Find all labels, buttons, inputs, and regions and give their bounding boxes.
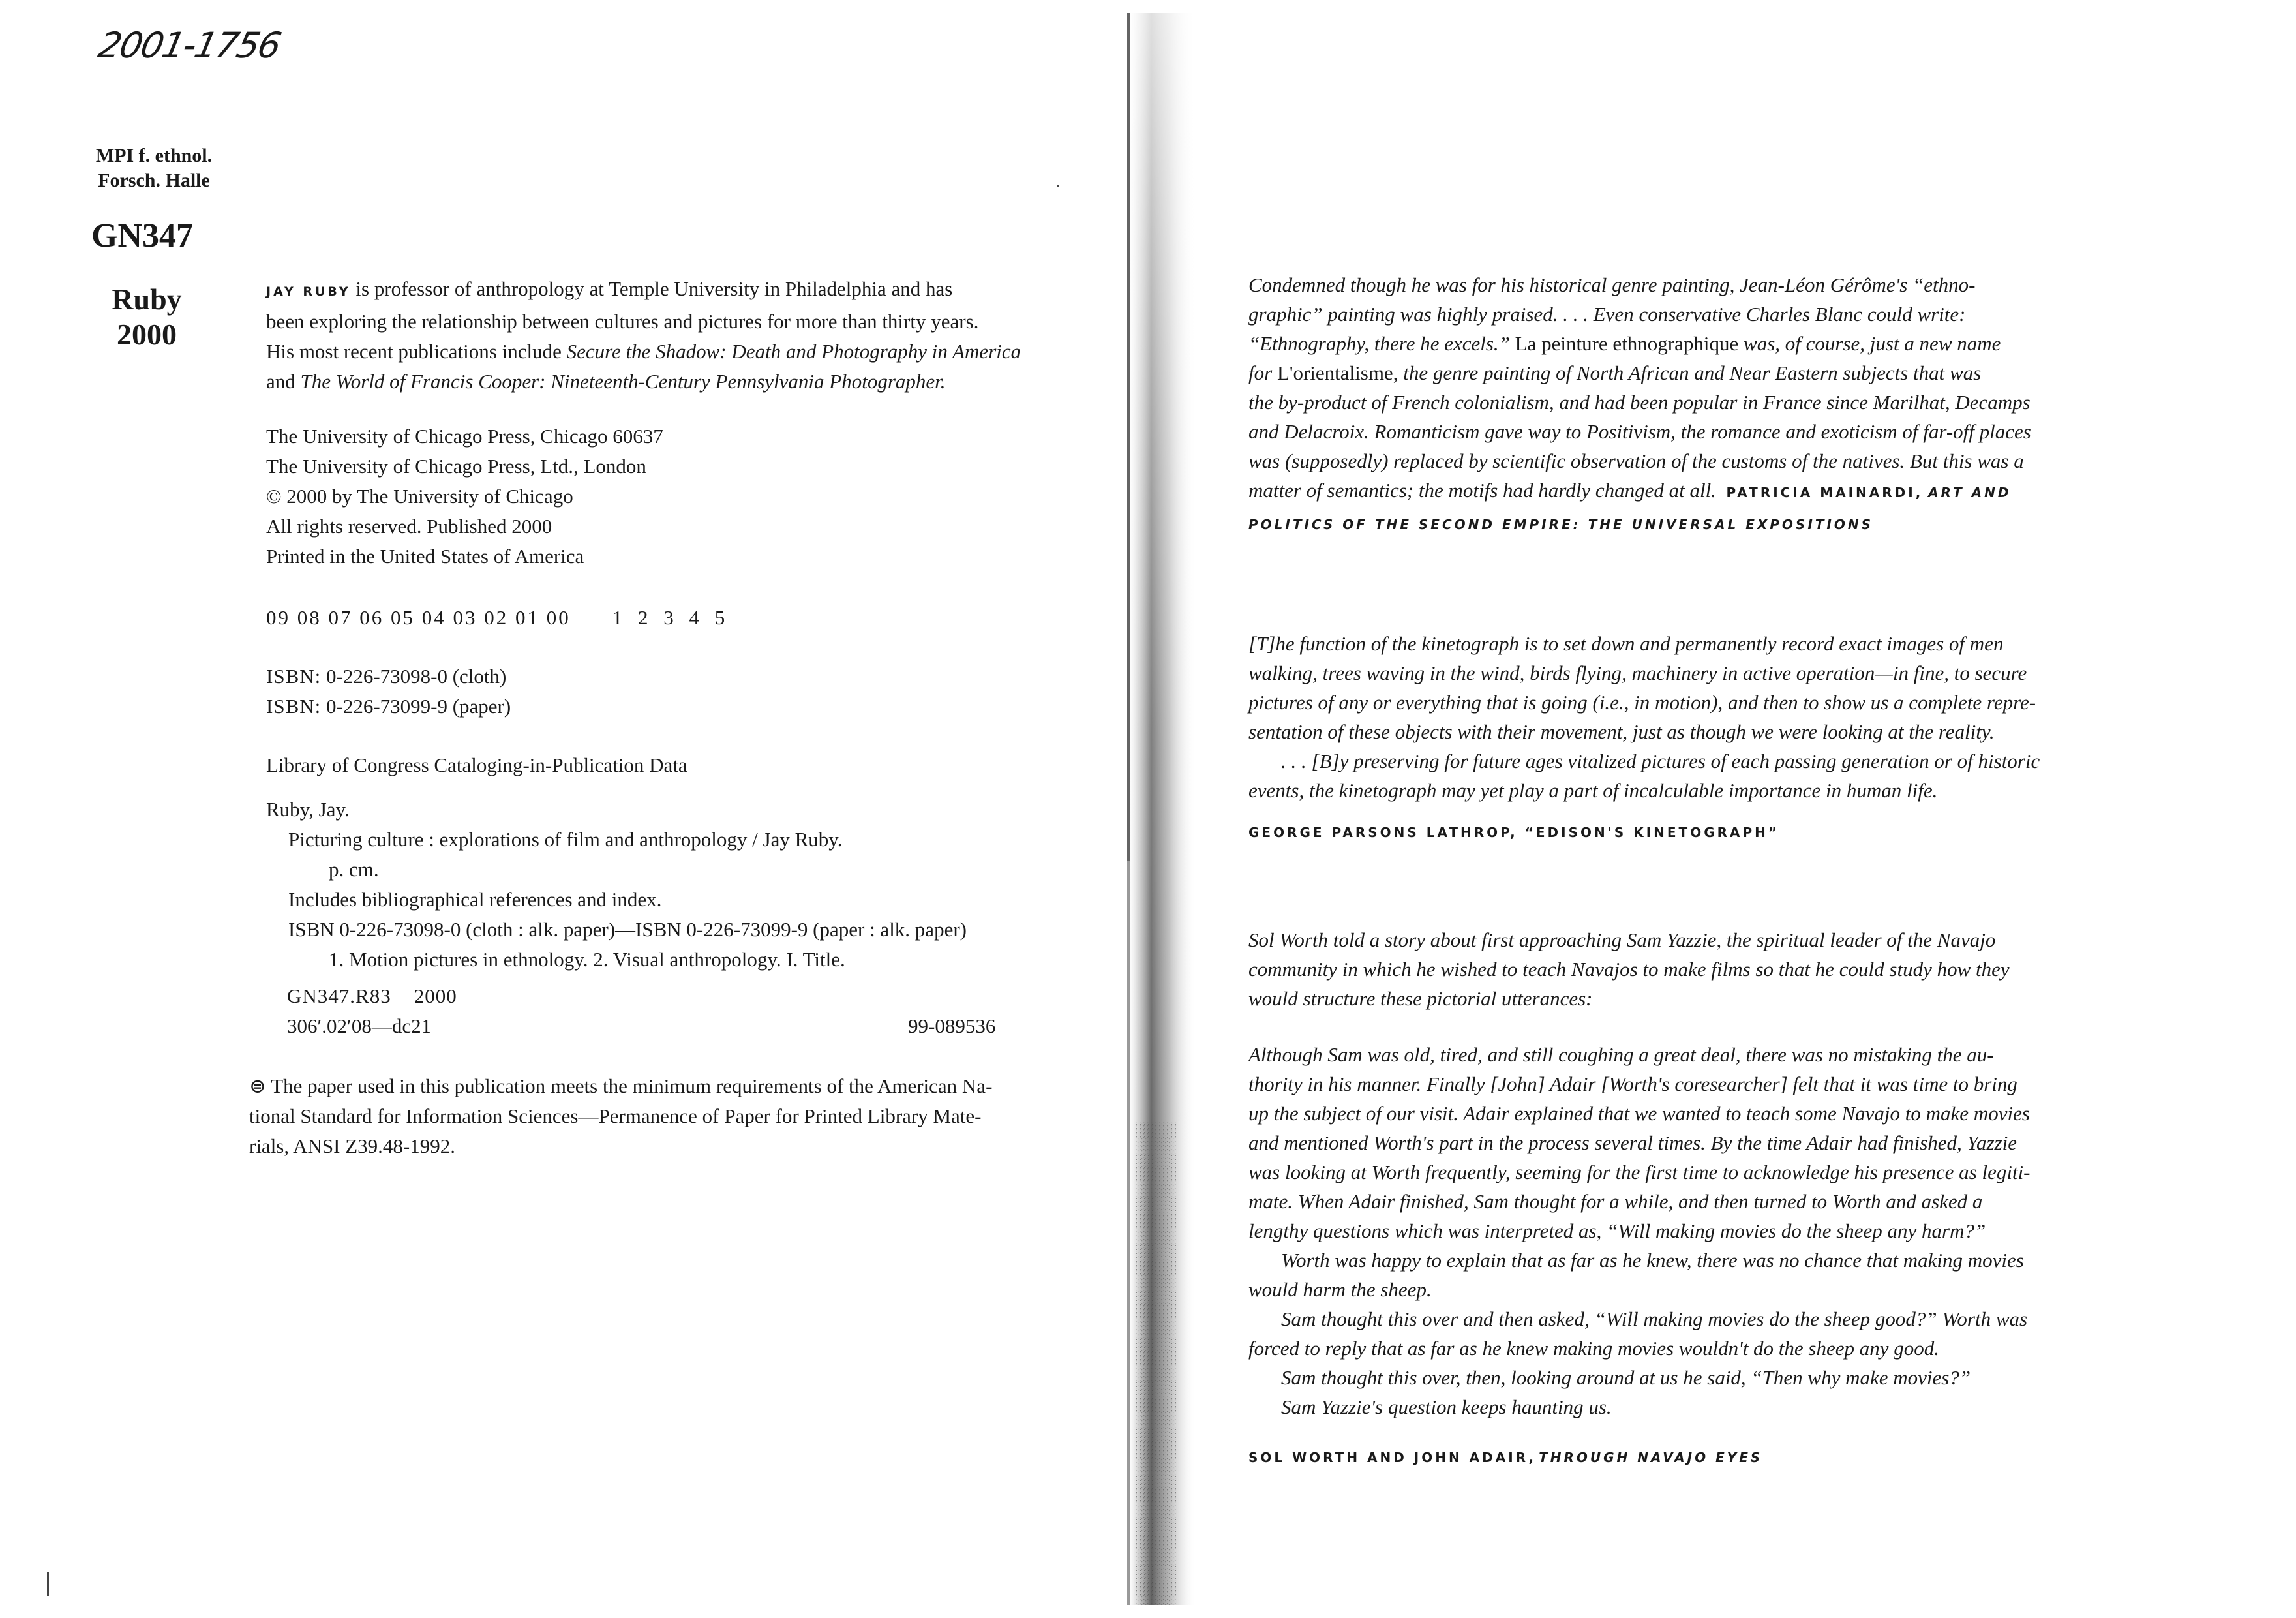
- isbn-value: 0-226-73098-0 (cloth): [321, 665, 507, 688]
- epigraph-mainardi: [1248, 270, 2031, 540]
- quote-line: would structure these pictorial utterances:: [1248, 987, 1593, 1010]
- quote-text: for: [1248, 361, 1277, 384]
- printing-line: [266, 603, 730, 633]
- paper-note-line: ⊜ The paper used in this publication meets the minimum requirements of the American Na-: [249, 1075, 993, 1097]
- quote-line: Although Sam was old, tired, and still coughing a great deal, there was no mistaking the au-: [1248, 1043, 1994, 1066]
- call-number: GN347: [91, 217, 193, 254]
- quote-line: lengthy questions which was interpreted as, “Will making movies do the sheep any harm?”: [1248, 1219, 1986, 1242]
- quote-roman-text: L'orientalisme,: [1276, 361, 1398, 384]
- quote-line: forced to reply that as far as he knew making movies wouldn't do the sheep any good.: [1248, 1337, 1940, 1360]
- quote-line: Condemned though he was for his historical genre painting, Jean-Léon Gérôme's “ethno-: [1248, 273, 1976, 296]
- dewey-classification: 306′.02′08—dc21: [287, 1015, 432, 1037]
- cip-title: Picturing culture : explorations of film and anthropology / Jay Ruby.: [288, 828, 843, 851]
- attribution-lathrop: GEORGE PARSONS LATHROP, “EDISON'S KINETOGRAPH”: [1248, 825, 1780, 840]
- scan-mark: [1057, 185, 1059, 187]
- bio-text: His most recent publications include: [266, 340, 567, 363]
- attribution-author: SOL WORTH AND JOHN ADAIR,: [1248, 1450, 1537, 1465]
- paper-note: [249, 1071, 1065, 1161]
- quote-line: Sam thought this over, then, looking around at us he said, “Then why make movies?”: [1281, 1366, 1971, 1389]
- quote-line: was (supposedly) replaced by scientific observation of the customs of the natives. But this was a: [1248, 450, 2024, 472]
- cip-subjects: 1. Motion pictures in ethnology. 2. Visual anthropology. I. Title.: [329, 948, 845, 971]
- quote-line: mate. When Adair finished, Sam thought for a while, and then turned to Worth and asked a: [1248, 1190, 1983, 1213]
- isbn-label: ISBN:: [266, 665, 322, 688]
- bio-text: and: [266, 370, 301, 393]
- quote-text: the genre painting of North African and Near Eastern subjects that was: [1398, 361, 1982, 384]
- quote-line: events, the kinetograph may yet play a part of incalculable importance in human life.: [1248, 779, 1938, 802]
- cip-author: Ruby, Jay.: [266, 798, 350, 821]
- quote-line: sentation of these objects with their movement, just as though we were looking at the reality.: [1248, 720, 1995, 743]
- worth-intro: [1248, 925, 2010, 1013]
- imprint-line: The University of Chicago Press, Chicago 60637: [266, 425, 663, 448]
- quote-line: Sam Yazzie's question keeps haunting us.: [1281, 1396, 1612, 1418]
- imprint-line: Printed in the United States of America: [266, 545, 584, 568]
- imprint-line: The University of Chicago Press, Ltd., London: [266, 455, 646, 478]
- paper-note-line: tional Standard for Information Sciences—Permanence of Paper for Printed Library Mate-: [249, 1105, 982, 1127]
- library-stamp-line: Forsch. Halle: [98, 170, 210, 191]
- lc-classification: GN347.R83 2000: [287, 985, 457, 1007]
- quote-line: and Delacroix. Romanticism gave way to Positivism, the romance and exoticism of far-off places: [1248, 420, 2031, 443]
- book-title: Secure the Shadow: Death and Photography in America: [566, 340, 1021, 363]
- handwritten-accession-note: 2001-1756: [95, 25, 284, 66]
- author-year-label: [98, 282, 196, 352]
- quote-line: Sam thought this over and then asked, “Will making movies do the sheep good?” Worth was: [1281, 1307, 2028, 1330]
- paper-note-line: rials, ANSI Z39.48-1992.: [249, 1135, 456, 1157]
- quote-line: Worth was happy to explain that as far as he knew, there was no chance that making movies: [1281, 1249, 2024, 1272]
- quote-line: Sol Worth told a story about first approaching Sam Yazzie, the spiritual leader of the Navajo: [1248, 928, 1996, 951]
- book-title: The World of Francis Cooper: Nineteenth-Century Pennsylvania Photographer.: [300, 370, 946, 393]
- quote-line: community in which he wished to teach Navajos to make films so that he could study how they: [1248, 958, 2010, 981]
- impression-numbers: 1 2 3 4 5: [612, 606, 731, 629]
- quote-text: “Ethnography, there he excels.”: [1248, 332, 1510, 355]
- year-label: 2000: [117, 318, 177, 351]
- imprint-line: All rights reserved. Published 2000: [266, 515, 552, 538]
- scan-mark: [47, 1572, 49, 1596]
- classification-block: [287, 981, 457, 1041]
- library-stamp-line: MPI f. ethnol.: [95, 145, 213, 166]
- cip-record: [266, 795, 967, 975]
- quote-line: was looking at Worth frequently, seeming for the first time to acknowledge his presence as legiti-: [1248, 1161, 2031, 1183]
- bio-text: been exploring the relationship between cultures and pictures for more than thirty years.: [266, 310, 979, 333]
- quote-text: was, of course, just a new name: [1738, 332, 2001, 355]
- bio-text: is professor of anthropology at Temple University in Philadelphia and has: [350, 277, 953, 300]
- library-stamp: [89, 144, 219, 193]
- attribution-worth-adair: [1248, 1450, 1762, 1465]
- quote-line: thority in his manner. Finally [John] Adair [Worth's coresearcher] felt that it was time to bring: [1248, 1073, 2017, 1095]
- lccn: 99-089536: [908, 1015, 996, 1037]
- isbn-value: 0-226-73099-9 (paper): [321, 695, 511, 718]
- quote-roman-text: La peinture ethnographique: [1509, 332, 1739, 355]
- isbn-label: ISBN:: [266, 695, 322, 718]
- book-gutter-shadow: [1127, 13, 1196, 1605]
- epigraph-lathrop: [1248, 629, 2040, 805]
- quote-line: . . . [B]y preserving for future ages vitalized pictures of each passing generation or of historic: [1281, 750, 2040, 772]
- quote-line: pictures of any or everything that is going (i.e., in motion), and then to show us a complete repre-: [1248, 691, 2036, 714]
- cip-isbn-line: ISBN 0-226-73098-0 (cloth : alk. paper)—ISBN 0-226-73099-9 (paper : alk. paper): [288, 918, 967, 941]
- cip-heading: Library of Congress Cataloging-in-Publication Data: [266, 754, 687, 776]
- quote-line: the by-product of French colonialism, and had been popular in France since Marilhat, Decamps: [1248, 391, 2031, 414]
- quote-line: graphic” painting was highly praised. . . . Even conservative Charles Blanc could write:: [1248, 303, 1966, 326]
- imprint-line: © 2000 by The University of Chicago: [266, 485, 573, 508]
- quote-line: walking, trees waving in the wind, birds flying, machinery in active operation—in fine, to secure: [1248, 662, 2027, 684]
- quote-line: would harm the sheep.: [1248, 1278, 1432, 1301]
- attribution-author: PATRICIA MAINARDI,: [1726, 485, 1924, 500]
- author-label: Ruby: [112, 282, 182, 316]
- attribution-title: ART AND: [1928, 485, 2012, 500]
- isbn-block: [266, 662, 511, 722]
- author-name: JAY RUBY: [266, 284, 351, 299]
- quote-text: matter of semantics; the motifs had hardly changed at all.: [1248, 479, 1716, 502]
- quote-line: up the subject of our visit. Adair explained that we wanted to teach some Navajo to make movies: [1248, 1102, 2030, 1125]
- attribution-title: THROUGH NAVAJO EYES: [1539, 1450, 1763, 1465]
- epigraph-worth-adair: [1248, 1040, 2031, 1422]
- imprint-block: [266, 421, 663, 572]
- quote-line: and mentioned Worth's part in the process several times. By the time Adair had finished, Yazzie: [1248, 1131, 2017, 1154]
- quote-line: [T]he function of the kinetograph is to set down and permanently record exact images of men: [1248, 632, 2004, 655]
- attribution-title: POLITICS OF THE SECOND EMPIRE: THE UNIVERSAL EXPOSITIONS: [1248, 517, 1874, 532]
- cip-collation: p. cm.: [329, 858, 379, 881]
- cip-note: Includes bibliographical references and index.: [288, 888, 662, 911]
- author-bio: [266, 274, 1062, 397]
- printing-years: 09 08 07 06 05 04 03 02 01 00: [266, 606, 571, 629]
